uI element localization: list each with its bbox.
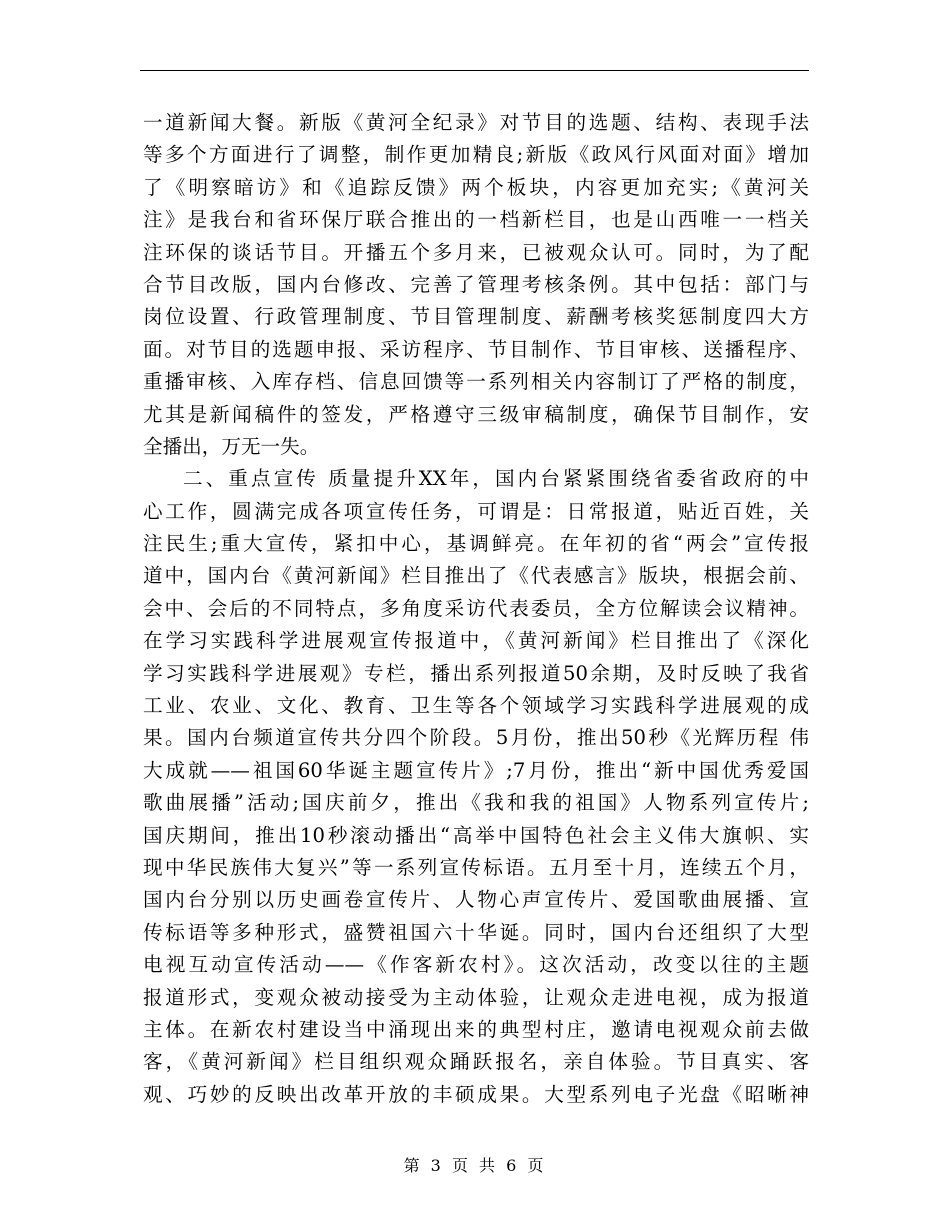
page-number-footer: 第 3 页 共 6 页 — [403, 1156, 547, 1175]
text-line: 注》是我台和省环保厅联合推出的一档新栏目，也是山西唯一一档关 — [143, 208, 809, 232]
text-line: 会中、会后的不同特点，多角度采访代表委员，全方位解读会议精神。 — [143, 596, 809, 620]
paragraph-start-line: 二、重点宣传 质量提升XX年，国内台紧紧围绕省委省政府的中 — [183, 467, 809, 491]
text-line: 报道形式，变观众被动接受为主动体验，让观众走进电视，成为报道 — [143, 985, 809, 1009]
text-line: 传标语等多种形式，盛赞祖国六十华诞。同时，国内台还组织了大型 — [143, 920, 809, 944]
text-line: 工业、农业、文化、教育、卫生等各个领域学习实践科学进展观的成 — [143, 694, 809, 718]
text-line: 合节目改版，国内台修改、完善了管理考核条例。其中包括：部门与 — [143, 272, 809, 296]
text-line: 主体。在新农村建设当中涌现出来的典型村庄，邀请电视观众前去做 — [143, 1017, 809, 1041]
text-line: 道中，国内台《黄河新闻》栏目推出了《代表感言》版块，根据会前、 — [143, 564, 809, 588]
text-line: 歌曲展播”活动;国庆前夕，推出《我和我的祖国》人物系列宣传片; — [143, 791, 809, 815]
text-line: 等多个方面进行了调整，制作更加精良;新版《政风行风面对面》增加 — [143, 143, 809, 167]
text-line: 在学习实践科学进展观宣传报道中，《黄河新闻》栏目推出了《深化 — [143, 629, 809, 653]
text-line: 注民生;重大宣传，紧扣中心，基调鲜亮。在年初的省“两会”宣传报 — [143, 532, 809, 556]
text-line: 国庆期间，推出10秒滚动播出“高举中国特色社会主义伟大旗帜、实 — [143, 823, 809, 847]
text-line: 面。对节目的选题申报、采访程序、节目制作、节目审核、送播程序、 — [143, 337, 809, 361]
document-body — [143, 107, 809, 1111]
text-line: 电视互动宣传活动——《作客新农村》。这次活动，改变以往的主题 — [143, 953, 809, 977]
text-line: 客，《黄河新闻》栏目组织观众踊跃报名，亲自体验。节目真实、客 — [143, 1050, 809, 1074]
text-line: 了《明察暗访》和《追踪反馈》两个板块，内容更加充实;《黄河关 — [143, 175, 809, 199]
text-line-paragraph-end: 全播出，万无一失。 — [143, 434, 320, 458]
text-line: 岗位设置、行政管理制度、节目管理制度、薪酬考核奖惩制度四大方 — [143, 305, 809, 329]
text-line: 心工作，圆满完成各项宣传任务，可谓是：日常报道，贴近百姓，关 — [143, 499, 809, 523]
text-line: 学习实践科学进展观》专栏，播出系列报道50余期，及时反映了我省 — [143, 661, 809, 685]
text-line: 现中华民族伟大复兴”等一系列宣传标语。五月至十月，连续五个月， — [143, 855, 809, 879]
header-rule — [140, 70, 809, 71]
text-line: 观、巧妙的反映出改革开放的丰硕成果。大型系列电子光盘《昭晰神 — [143, 1082, 809, 1106]
text-line: 注环保的谈话节目。开播五个多月来，已被观众认可。同时，为了配 — [143, 240, 809, 264]
text-line: 一道新闻大餐。新版《黄河全纪录》对节目的选题、结构、表现手法 — [143, 111, 809, 134]
text-line: 尤其是新闻稿件的签发，严格遵守三级审稿制度，确保节目制作，安 — [143, 402, 809, 426]
text-line: 重播审核、入库存档、信息回馈等一系列相关内容制订了严格的制度， — [143, 370, 809, 394]
text-line: 大成就——祖国60华诞主题宣传片》;7月份，推出“新中国优秀爱国 — [143, 758, 809, 782]
text-line: 果。国内台频道宣传共分四个阶段。5月份，推出50秒《光辉历程 伟 — [143, 726, 809, 750]
text-line: 国内台分别以历史画卷宣传片、人物心声宣传片、爱国歌曲展播、宣 — [143, 888, 809, 912]
